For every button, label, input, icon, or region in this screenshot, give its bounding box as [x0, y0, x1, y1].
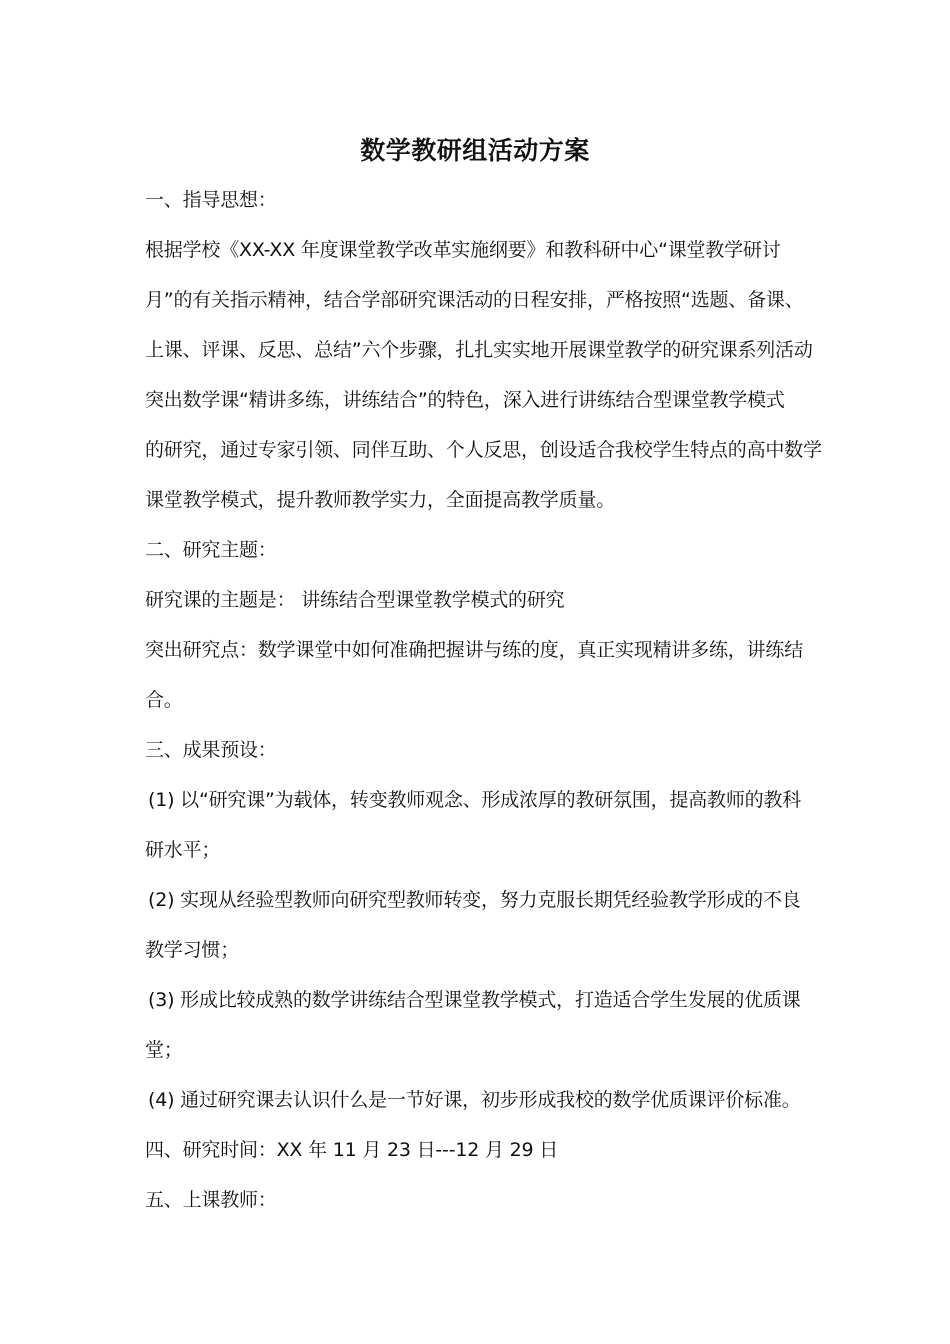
list-item-continuation: 研水平；	[145, 839, 221, 861]
list-item-line: (3) 形成比较成熟的数学讲练结合型课堂教学模式，打造适合学生发展的优质课	[148, 989, 801, 1011]
paragraph-line: 合。	[145, 689, 183, 711]
section-heading-research-theme: 二、研究主题：	[145, 539, 277, 561]
list-item-continuation: 堂；	[145, 1039, 183, 1061]
section-heading-expected-results: 三、成果预设：	[145, 739, 277, 761]
paragraph-line: 研究课的主题是： 讲练结合型课堂教学模式的研究	[145, 589, 565, 611]
list-item-line: (1) 以“研究课”为载体，转变教师观念、形成浓厚的教研氛围，提高教师的教科	[148, 789, 802, 811]
paragraph-line: 根据学校《XX-XX 年度课堂教学改革实施纲要》和教科研中心“课堂教学研讨	[145, 239, 781, 261]
paragraph-line: 突出研究点：数学课堂中如何准确把握讲与练的度，真正实现精讲多练，讲练结	[145, 639, 804, 661]
section-heading-guiding-thought: 一、指导思想：	[145, 189, 277, 211]
paragraph-line: 突出数学课“精讲多练，讲练结合”的特色，深入进行讲练结合型课堂教学模式	[145, 389, 785, 411]
list-item-line: (2) 实现从经验型教师向研究型教师转变，努力克服长期凭经验教学形成的不良	[148, 889, 801, 911]
document-body	[145, 180, 822, 1230]
paragraph-line: 课堂教学模式，提升教师教学实力，全面提高教学质量。	[145, 489, 616, 511]
section-heading-teachers: 五、上课教师：	[145, 1189, 277, 1211]
document-title: 数学教研组活动方案	[360, 136, 590, 165]
section-heading-research-time: 四、研究时间：XX 年 11 月 23 日---12 月 29 日	[145, 1139, 559, 1161]
paragraph-line: 的研究，通过专家引领、同伴互助、个人反思，创设适合我校学生特点的高中数学	[145, 439, 822, 461]
list-item-line: (4) 通过研究课去认识什么是一节好课，初步形成我校的数学优质课评价标准。	[148, 1089, 801, 1111]
list-item-continuation: 教学习惯；	[145, 939, 240, 961]
paragraph-line: 上课、评课、反思、总结”六个步骤，扎扎实实地开展课堂教学的研究课系列活动	[145, 339, 813, 361]
paragraph-line: 月”的有关指示精神，结合学部研究课活动的日程安排，严格按照“选题、备课、	[145, 289, 804, 311]
